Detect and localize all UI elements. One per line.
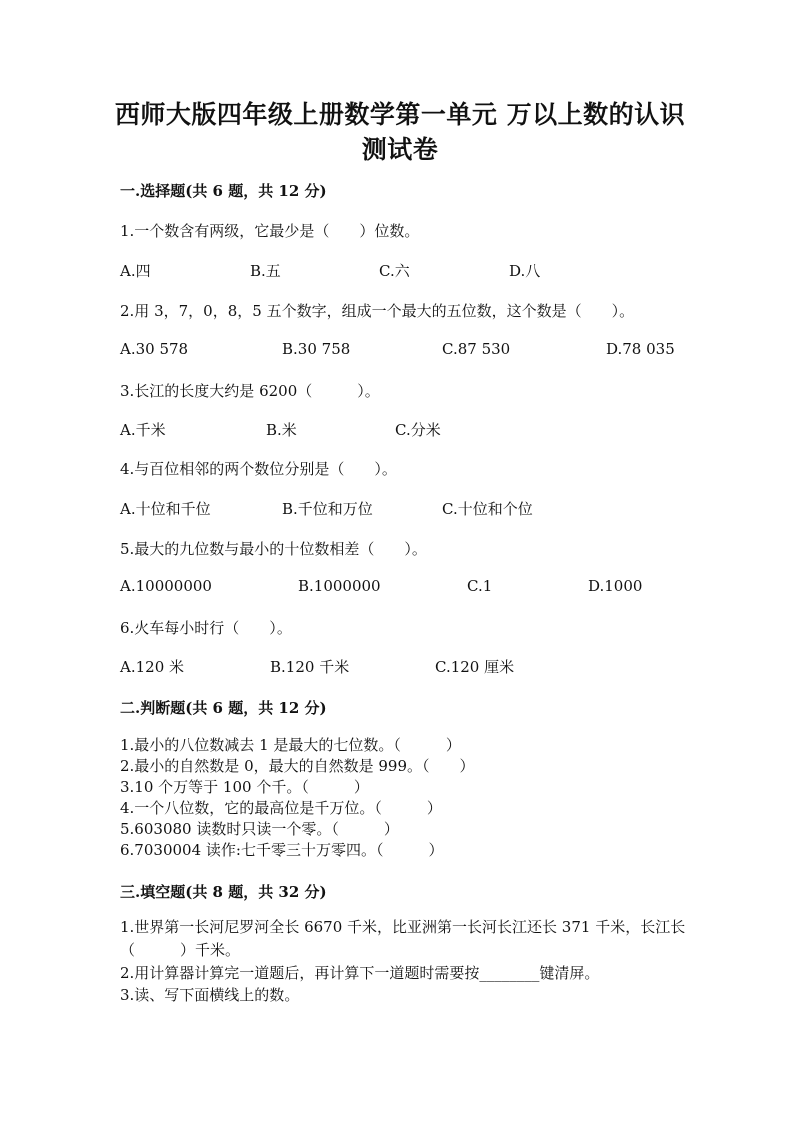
option-c: C.十位和个位 [442,500,533,518]
option-d: D.1000 [588,577,643,595]
judgment-item-4: 4.一个八位数，它的最高位是千万位。（ ） [120,799,442,817]
question-1: 1.一个数含有两级，它最少是（ ）位数。 [120,222,420,240]
question-4: 4.与百位相邻的两个数位分别是（ ）。 [120,460,397,478]
options-row-5 [120,577,680,597]
option-b: B.米 [266,421,297,439]
options-row-2 [120,340,680,360]
option-b: B.1000000 [298,577,381,595]
judgment-item-5: 5.603080 读数时只读一个零。（ ） [120,820,399,838]
options-row-6 [120,656,680,676]
page-subtitle: 测试卷 [361,135,439,164]
option-c: C.120 厘米 [435,658,515,676]
fill-item-2: 2.用计算器计算完一道题后，再计算下一道题时需要按________键清屏。 [120,964,600,982]
option-d: D.78 035 [606,340,675,358]
options-row-1 [120,260,680,280]
option-a: A.四 [120,262,151,280]
fill-item-1: 1.世界第一长河尼罗河全长 6670 千米，比亚洲第一长河长江还长 371 千米，长江长（ ）千米。 [120,918,686,959]
question-2: 2.用 3，7，0，8，5 五个数字，组成一个最大的五位数，这个数是（ ）。 [120,302,635,320]
question-5: 5.最大的九位数与最小的十位数相差（ ）。 [120,540,427,558]
judgment-item-3: 3.10 个万等于 100 个千。（ ） [120,778,369,796]
options-row-3 [120,419,680,439]
options-row-4 [120,498,680,518]
option-a: A.30 578 [120,340,189,358]
option-c: C.六 [379,262,410,280]
option-a: A.千米 [120,421,166,439]
judgment-item-1: 1.最小的八位数减去 1 是最大的七位数。（ ） [120,736,461,754]
option-d: D.八 [509,262,541,280]
page-title: 西师大版四年级上册数学第一单元 万以上数的认识 [114,100,686,129]
question-3: 3.长江的长度大约是 6200（ ）。 [120,382,380,400]
option-a: A.十位和千位 [120,500,211,518]
option-c: C.分米 [395,421,441,439]
fill-item-3: 3.读、写下面横线上的数。 [120,986,300,1004]
judgment-item-6: 6.7030004 读作:七千零三十万零四。（ ） [120,841,444,859]
option-c: C.87 530 [442,340,511,358]
section-heading-choice: 一.选择题(共 6 题，共 12 分) [120,182,327,200]
section-heading-judgment: 二.判断题(共 6 题，共 12 分) [120,699,327,717]
option-b: B.30 758 [282,340,351,358]
option-a: A.10000000 [120,577,212,595]
option-b: B.五 [250,262,281,280]
question-6: 6.火车每小时行（ ）。 [120,619,292,637]
section-heading-fill-blank: 三.填空题(共 8 题，共 32 分) [120,883,327,901]
judgment-item-2: 2.最小的自然数是 0，最大的自然数是 999。（ ） [120,757,475,775]
option-a: A.120 米 [120,658,184,676]
option-b: B.千位和万位 [282,500,373,518]
option-c: C.1 [467,577,493,595]
option-b: B.120 千米 [270,658,350,676]
